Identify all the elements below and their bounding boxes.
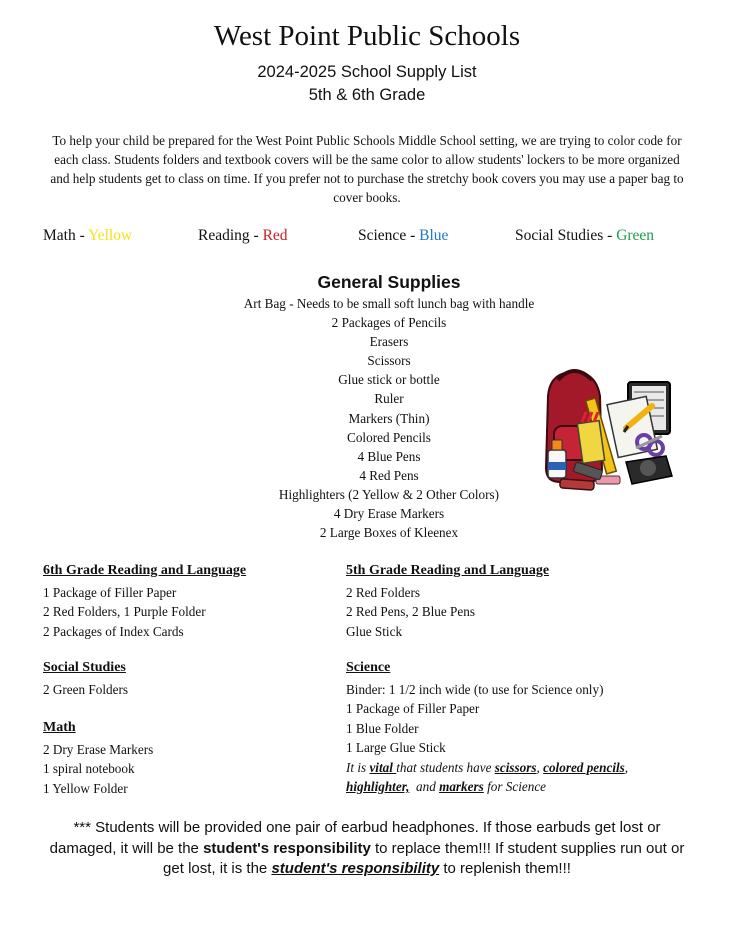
science-note-line-1: It is vital that students have scissors, colored pencils,: [346, 759, 629, 775]
color-key-reading: Reading - Red: [198, 227, 288, 244]
list-item: 4 Red Pens: [359, 467, 419, 483]
list-item: 2 Large Boxes of Kleenex: [319, 525, 459, 541]
list-item: 1 Package of Filler Paper: [346, 701, 480, 717]
list-item: 1 Blue Folder: [346, 720, 419, 736]
section-heading: Math: [43, 720, 76, 735]
list-item: 1 Large Glue Stick: [346, 740, 446, 756]
section-heading: Social Studies: [43, 660, 126, 675]
list-item: Scissors: [367, 353, 411, 369]
color-key-math: Math - Yellow: [43, 227, 133, 244]
list-item: Highlighters (2 Yellow & 2 Other Colors): [278, 486, 500, 502]
science-note-line-2: highlighter, and markers for Science: [346, 778, 547, 794]
general-supplies-title: General Supplies: [317, 272, 461, 292]
list-item: 4 Blue Pens: [357, 448, 421, 464]
school-supplies-illustration: [540, 366, 675, 494]
list-item: 1 spiral notebook: [43, 761, 135, 777]
list-item: 4 Dry Erase Markers: [333, 506, 445, 522]
section-math: [43, 720, 323, 798]
section-5th-grade-reading: [346, 563, 686, 641]
responsibility-emphasis: student's responsibility: [271, 860, 440, 877]
grade-label: 5th & 6th Grade: [308, 86, 426, 104]
color-key-social-studies: Social Studies - Green: [515, 227, 655, 244]
section-heading: 6th Grade Reading and Language: [43, 563, 247, 578]
intro-paragraph: To help your child be prepared for the West Point Public Schools Middle School setting, we are trying to color code for each class. Students folders and textbook covers will be the same color to allow students' lockers to be more organized and help students get to class on time. If you prefer not to purchase the stretchy book covers you may use a paper bag to cover books.: [50, 133, 684, 205]
list-item: Colored Pencils: [347, 429, 431, 445]
list-item: 2 Packages of Pencils: [331, 315, 447, 331]
list-item: Glue stick or bottle: [338, 372, 440, 388]
list-item: Glue Stick: [346, 623, 403, 639]
list-item: Markers (Thin): [348, 410, 430, 426]
section-heading: 5th Grade Reading and Language: [346, 563, 550, 578]
list-title: 2024-2025 School Supply List: [257, 63, 477, 81]
list-item: Art Bag - Needs to be small soft lunch bag with handle: [243, 296, 535, 311]
list-item: 2 Green Folders: [43, 682, 128, 697]
color-key-science: Science - Blue: [358, 227, 449, 244]
section-6th-grade-reading: [43, 563, 323, 641]
section-social-studies: [43, 660, 323, 699]
list-item: 2 Packages of Index Cards: [43, 623, 184, 639]
list-item: Binder: 1 1/2 inch wide (to use for Science only): [346, 682, 604, 697]
color-green: Green: [616, 227, 655, 244]
section-science: [346, 660, 686, 796]
footer-notice: *** Students will be provided one pair of earbud headphones. If those earbuds get lost or damaged, it will be the student's responsibility to replace them!!! If student supplies run out or get lost, it is the student's responsibility to replenish them!!!: [49, 819, 685, 877]
list-item: 2 Red Folders, 1 Purple Folder: [43, 604, 206, 620]
responsibility-bold: student's responsibility: [203, 839, 371, 857]
color-red: Red: [262, 227, 288, 244]
list-item: 2 Red Folders: [346, 585, 420, 600]
section-heading: Science: [346, 660, 391, 675]
subtitle-block: [0, 61, 734, 107]
list-item: Ruler: [374, 391, 404, 407]
list-item: 1 Package of Filler Paper: [43, 585, 177, 600]
list-item: Erasers: [369, 334, 409, 350]
list-item: 2 Red Pens, 2 Blue Pens: [346, 604, 475, 620]
page-title: West Point Public Schools: [213, 20, 521, 52]
color-yellow: Yellow: [88, 227, 133, 244]
list-item: 1 Yellow Folder: [43, 780, 128, 796]
color-blue: Blue: [419, 227, 449, 244]
list-item: 2 Dry Erase Markers: [43, 742, 154, 757]
